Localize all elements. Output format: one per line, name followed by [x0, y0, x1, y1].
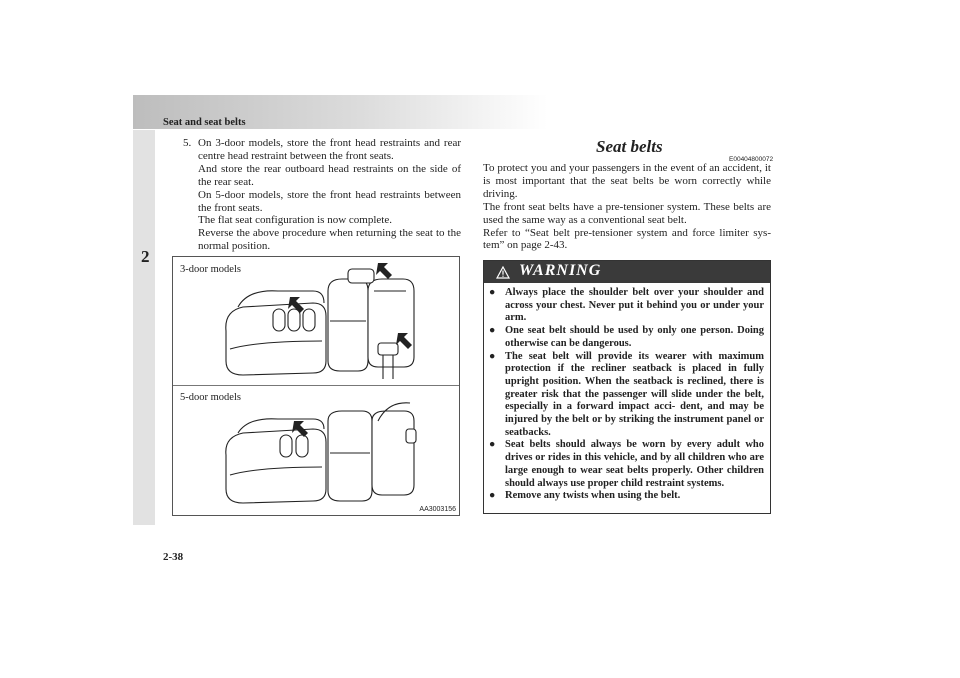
warning-item: [488, 287, 764, 325]
warning-list: [488, 287, 764, 503]
warning-item-text: Remove any twists when using the belt.: [505, 490, 681, 502]
seat-illustration-5-door: [218, 399, 418, 509]
warning-item: [488, 490, 764, 503]
section-title: Seat belts: [596, 137, 663, 156]
bullet-icon: ●: [489, 287, 496, 298]
step-number: 5.: [183, 137, 192, 149]
bullet-icon: ●: [489, 490, 496, 502]
bullet-icon: ●: [489, 439, 496, 451]
page-header-title: Seat and seat belts: [163, 117, 246, 128]
chapter-side-tab: [133, 130, 155, 525]
step-line: On 3-door models, store the front head restraints and rear centre head restraint between the front seats.: [198, 137, 461, 162]
seat-illustration-3-door: [218, 261, 418, 383]
warning-triangle-icon: [496, 266, 510, 279]
bullet-icon: ●: [489, 325, 496, 337]
seat-figure: [172, 256, 460, 516]
chapter-number: 2: [141, 247, 150, 266]
step-line: Reverse the above procedure when returning the seat to the normal position.: [198, 227, 461, 253]
figure-divider: [173, 385, 459, 386]
figure-label-5-door: 5-door models: [180, 392, 241, 403]
warning-item-text: The seat belt will provide its wearer with maximum protection if the recliner seatback is placed in fully upright position. When the seatback is reclined, there is greater risk that the passenger will slide under the belt, especially in a forward impact acci- dent, and may be injured by the belt or by striking the instrument panel or seatbacks.: [505, 350, 764, 438]
section-code: E00404800072: [729, 156, 774, 163]
warning-item-text: Always place the shoulder belt over your shoulder and across your chest. Never put it behind you or under your arm.: [505, 287, 764, 324]
warning-box: [483, 260, 771, 514]
warning-title: WARNING: [519, 262, 602, 279]
warning-header: [484, 261, 770, 283]
warning-item-text: One seat belt should be used by only one person. Doing otherwise can be dangerous.: [505, 325, 764, 349]
step-5-instructions: [183, 137, 461, 253]
step-line: On 5-door models, store the front head restraints between the front seats.: [198, 188, 461, 214]
warning-item: [488, 325, 764, 350]
bullet-icon: ●: [489, 350, 496, 362]
page-number: 2-38: [163, 551, 184, 563]
figure-label-3-door: 3-door models: [180, 264, 241, 275]
body-paragraph: Refer to “Seat belt pre-tensioner system and force limiter sys- tem” on page 2-43.: [483, 226, 771, 252]
warning-item: [488, 351, 764, 440]
step-line: The flat seat configuration is now complete.: [198, 214, 392, 227]
body-paragraph: The front seat belts have a pre-tensioner system. These belts are used the same way as a conventional seat belt.: [483, 200, 771, 226]
step-line: And store the rear outboard head restraints on the side of the rear seat.: [198, 162, 461, 188]
warning-item-text: Seat belts should always be worn by every adult who drives or rides in this vehicle, and by all children who are large enough to wear seat belts properly. Other children should always use proper child restraint systems.: [505, 439, 764, 489]
body-paragraph: To protect you and your passengers in the event of an accident, it is most important that the seat belts be worn correctly while driving.: [483, 162, 771, 200]
warning-item: [488, 439, 764, 490]
section-body: [483, 162, 771, 252]
figure-code: AA3003156: [419, 506, 456, 513]
